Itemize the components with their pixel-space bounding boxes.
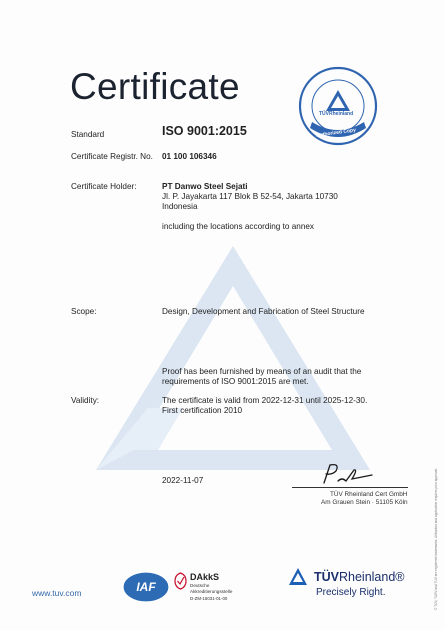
registration-value: 01 100 106346: [162, 152, 217, 161]
seal-authorized-text: Authorized Copy: [315, 127, 357, 139]
scope-label: Scope:: [71, 307, 97, 316]
dakks-line-2: Akkreditierungsstelle: [190, 589, 233, 594]
standard-label: Standard: [71, 130, 105, 139]
proof-line-2: requirements of ISO 9001:2015 are met.: [162, 377, 309, 386]
cert-body-name: TÜV Rheinland Cert GmbH: [330, 491, 408, 498]
tuv-brand-rest: Rheinland®: [339, 570, 405, 584]
holder-label: Certificate Holder:: [71, 182, 137, 191]
proof-line-1: Proof has been furnished by means of an audit that the: [162, 367, 362, 376]
dakks-emblem-icon: [174, 572, 187, 590]
signature: [318, 461, 378, 487]
dakks-name: DAkkS: [190, 572, 220, 582]
tuv-brand-name: [314, 570, 405, 584]
validity-line-2: First certification 2010: [162, 406, 243, 415]
holder-note: including the locations according to annex: [162, 222, 315, 231]
tuv-triangle-logo-icon: [288, 567, 308, 587]
cert-body-address: Am Grauen Stein · 51105 Köln: [321, 499, 408, 506]
iaf-logo: [121, 570, 171, 604]
signature-line: [292, 487, 408, 488]
holder-name: PT Danwo Steel Sejati: [162, 182, 248, 191]
holder-address: Jl. P. Jayakarta 117 Blok B 52-54, Jakarta 10730: [162, 192, 338, 201]
dakks-code: D-ZM-16031-01-00: [190, 596, 228, 601]
website-link[interactable]: www.tuv.com: [32, 588, 82, 598]
iaf-logo-text: IAF: [136, 580, 156, 594]
dakks-logo: [174, 568, 252, 608]
trademark-side-text: © TÜV, TUEV and TUV are registered trademarks. Utilisation and application requires prior approval.: [434, 468, 438, 610]
tuv-triangle-watermark: [88, 238, 378, 478]
scope-value: Design, Development and Fabrication of Steel Structure: [162, 307, 365, 316]
validity-label: Validity:: [71, 396, 100, 405]
holder-country: Indonesia: [162, 202, 198, 211]
issue-date: 2022-11-07: [162, 476, 204, 485]
dakks-line-1: Deutsche: [190, 583, 210, 588]
tuv-brand-bold: TÜV: [314, 570, 339, 584]
registration-label: Certificate Registr. No.: [71, 152, 153, 161]
trademark-side-note: [434, 340, 442, 610]
standard-value: ISO 9001:2015: [162, 124, 247, 138]
seal-brand-text: TÜVRheinland: [319, 111, 354, 117]
tuv-slogan: Precisely Right.: [316, 587, 386, 598]
validity-line-1: The certificate is valid from 2022-12-31 until 2025-12-30.: [162, 396, 368, 405]
page-title: Certificate: [70, 66, 240, 107]
